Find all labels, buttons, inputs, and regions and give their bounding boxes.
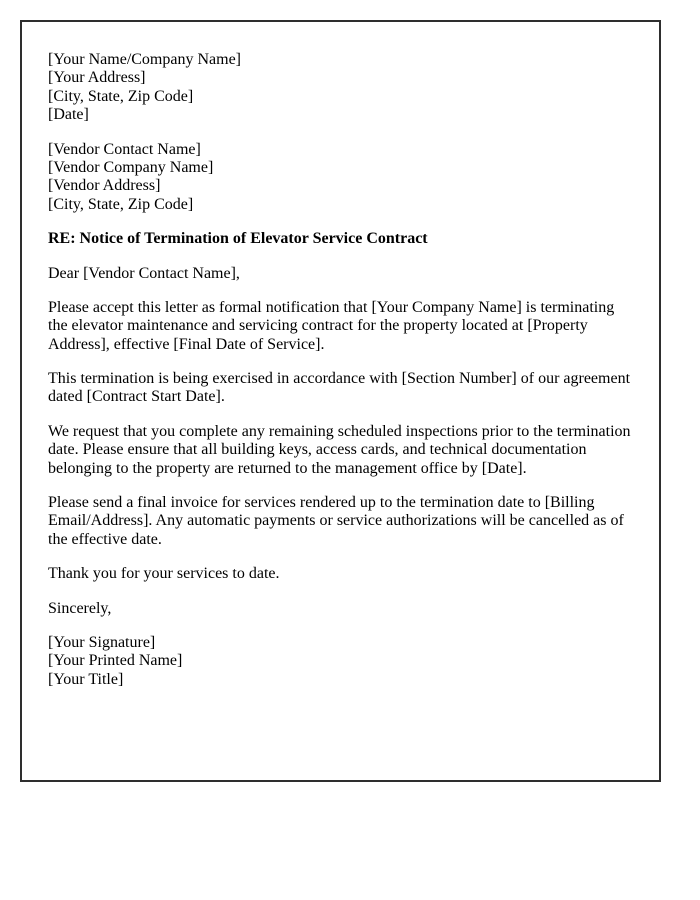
signature-line: [Your Signature] [48, 633, 156, 651]
sender-address-block [48, 51, 631, 125]
letter-document [20, 20, 661, 782]
recipient-city-line: [City, State, Zip Code] [48, 195, 194, 213]
sender-city-line: [City, State, Zip Code] [48, 87, 194, 105]
recipient-address-block [48, 141, 631, 215]
salutation: Dear [Vendor Contact Name], [48, 264, 240, 282]
sender-name-line: [Your Name/Company Name] [48, 51, 242, 68]
recipient-contact-line: [Vendor Contact Name] [48, 140, 201, 158]
subject-line: RE: Notice of Termination of Elevator Service Contract [48, 230, 428, 248]
sender-address-line: [Your Address] [48, 69, 146, 87]
body-paragraph-3: We request that you complete any remaining scheduled inspections prior to the termination date. Please ensure that all building keys, access cards, and technical documentation belonging to the property are returned to the management office by [Date]. [48, 422, 631, 477]
title-line: [Your Title] [48, 670, 124, 688]
printed-name-line: [Your Printed Name] [48, 652, 183, 670]
letter-date-line: [Date] [48, 106, 89, 124]
body-paragraph-2: This termination is being exercised in accordance with [Section Number] of our agreement dated [Contract Start Date]. [48, 370, 631, 406]
body-paragraph-1: Please accept this letter as formal notification that [Your Company Name] is terminating the elevator maintenance and servicing contract for the property located at [Property Address], effective [Final Date of Service]. [48, 298, 615, 353]
signature-block [48, 634, 631, 689]
body-paragraph-5: Thank you for your services to date. [48, 565, 280, 583]
recipient-address-line: [Vendor Address] [48, 177, 161, 195]
closing-line: Sincerely, [48, 599, 112, 617]
recipient-company-line: [Vendor Company Name] [48, 158, 214, 176]
body-paragraph-4: Please send a final invoice for services rendered up to the termination date to [Billing Email/Address]. Any automatic payments or service authorizations will be cancelled as of the effective date. [48, 494, 624, 548]
